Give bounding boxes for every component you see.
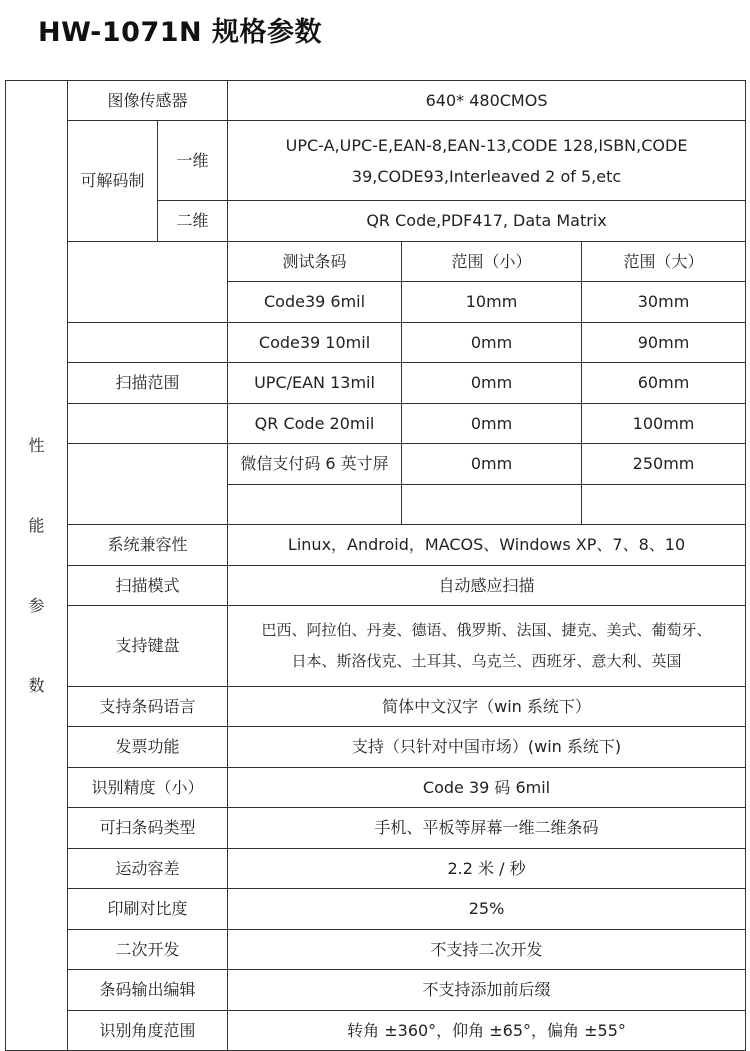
label-motion-tolerance: 运动容差	[68, 849, 228, 889]
scan-code-1: Code39 6mil	[228, 282, 402, 323]
scan-label-blank-1	[68, 242, 228, 282]
scan-header-min: 范围（小）	[402, 242, 582, 282]
label-scan-mode: 扫描模式	[68, 566, 228, 606]
scan-min-1: 10mm	[402, 282, 582, 323]
scan-header-max: 范围（大）	[582, 242, 746, 282]
row-print-contrast	[6, 889, 746, 930]
spec-table	[5, 80, 746, 1051]
row-barcode-lang	[6, 687, 746, 727]
value-secondary-dev: 不支持二次开发	[228, 930, 746, 970]
scan-max-5: 250mm	[582, 444, 746, 485]
label-output-edit: 条码输出编辑	[68, 970, 228, 1011]
row-scan-mode	[6, 566, 746, 606]
value-decode-1d-line2: 39,CODE93,Interleaved 2 of 5,etc	[351, 166, 622, 186]
label-compat: 系统兼容性	[68, 525, 228, 566]
label-angle-range: 识别角度范围	[68, 1011, 228, 1051]
value-precision: Code 39 码 6mil	[228, 768, 746, 808]
value-keyboard-line2: 日本、斯洛伐克、土耳其、乌克兰、西班牙、意大利、英国	[291, 652, 682, 670]
label-decode-1d: 一维	[158, 121, 228, 201]
value-scan-mode: 自动感应扫描	[228, 566, 746, 606]
side-char-2: 能	[28, 515, 45, 535]
value-output-edit: 不支持添加前后缀	[228, 970, 746, 1011]
row-scan-5	[6, 444, 746, 485]
scan-code-3: UPC/EAN 13mil	[228, 363, 402, 404]
label-keyboard: 支持键盘	[68, 606, 228, 687]
scan-label-blank-6	[68, 485, 228, 525]
value-barcode-lang: 简体中文汉字（win 系统下）	[228, 687, 746, 727]
label-scan-range: 扫描范围	[68, 363, 228, 404]
value-scannable-types: 手机、平板等屏幕一维二维条码	[228, 808, 746, 849]
row-image-sensor	[6, 81, 746, 121]
row-scan-4	[6, 404, 746, 444]
label-print-contrast: 印刷对比度	[68, 889, 228, 930]
row-scan-2	[6, 323, 746, 363]
row-scan-6	[6, 485, 746, 525]
scan-min-6	[402, 485, 582, 525]
label-barcode-lang: 支持条码语言	[68, 687, 228, 727]
value-image-sensor: 640* 480CMOS	[228, 81, 746, 121]
scan-header-code: 测试条码	[228, 242, 402, 282]
row-secondary-dev	[6, 930, 746, 970]
value-keyboard	[228, 606, 746, 687]
scan-min-2: 0mm	[402, 323, 582, 363]
row-decode-1d	[6, 121, 746, 201]
row-output-edit	[6, 970, 746, 1011]
scan-label-blank-2	[68, 282, 228, 323]
scan-code-4: QR Code 20mil	[228, 404, 402, 444]
label-scannable-types: 可扫条码类型	[68, 808, 228, 849]
row-scan-3	[6, 363, 746, 404]
row-invoice	[6, 727, 746, 768]
value-compat: Linux，Android，MACOS、Windows XP、7、8、10	[228, 525, 746, 566]
scan-code-5: 微信支付码 6 英寸屏	[228, 444, 402, 485]
scan-max-2: 90mm	[582, 323, 746, 363]
row-motion-tolerance	[6, 849, 746, 889]
label-precision: 识别精度（小）	[68, 768, 228, 808]
scan-min-4: 0mm	[402, 404, 582, 444]
value-motion-tolerance: 2.2 米 / 秒	[228, 849, 746, 889]
scan-max-3: 60mm	[582, 363, 746, 404]
value-decode-2d: QR Code,PDF417, Data Matrix	[228, 201, 746, 242]
label-image-sensor: 图像传感器	[68, 81, 228, 121]
scan-max-4: 100mm	[582, 404, 746, 444]
scan-label-blank-4	[68, 404, 228, 444]
row-scan-1	[6, 282, 746, 323]
scan-min-3: 0mm	[402, 363, 582, 404]
value-keyboard-line1: 巴西、阿拉伯、丹麦、德语、俄罗斯、法国、捷克、美式、葡萄牙、	[261, 621, 712, 639]
scan-code-2: Code39 10mil	[228, 323, 402, 363]
value-decode-1d-line1: UPC-A,UPC-E,EAN-8,EAN-13,CODE 128,ISBN,CODE	[285, 135, 688, 155]
scan-max-6	[582, 485, 746, 525]
scan-min-5: 0mm	[402, 444, 582, 485]
row-scan-header	[6, 242, 746, 282]
page-title: HW-1071N 规格参数	[38, 17, 323, 48]
side-char-3: 参	[28, 595, 45, 615]
row-scannable-types	[6, 808, 746, 849]
scan-code-6	[228, 485, 402, 525]
label-invoice: 发票功能	[68, 727, 228, 768]
scan-label-blank-5	[68, 444, 228, 485]
value-decode-1d	[228, 121, 746, 201]
side-char-1: 性	[28, 435, 45, 455]
value-angle-range: 转角 ±360°，仰角 ±65°，偏角 ±55°	[228, 1011, 746, 1051]
side-label	[6, 81, 68, 1051]
label-decode: 可解码制	[68, 121, 158, 242]
scan-max-1: 30mm	[582, 282, 746, 323]
side-char-4: 数	[28, 675, 45, 695]
row-precision	[6, 768, 746, 808]
value-invoice: 支持（只针对中国市场）(win 系统下)	[228, 727, 746, 768]
scan-label-blank-3	[68, 323, 228, 363]
label-secondary-dev: 二次开发	[68, 930, 228, 970]
label-decode-2d: 二维	[158, 201, 228, 242]
value-print-contrast: 25%	[228, 889, 746, 930]
row-angle-range	[6, 1011, 746, 1051]
row-keyboard	[6, 606, 746, 687]
row-compat	[6, 525, 746, 566]
